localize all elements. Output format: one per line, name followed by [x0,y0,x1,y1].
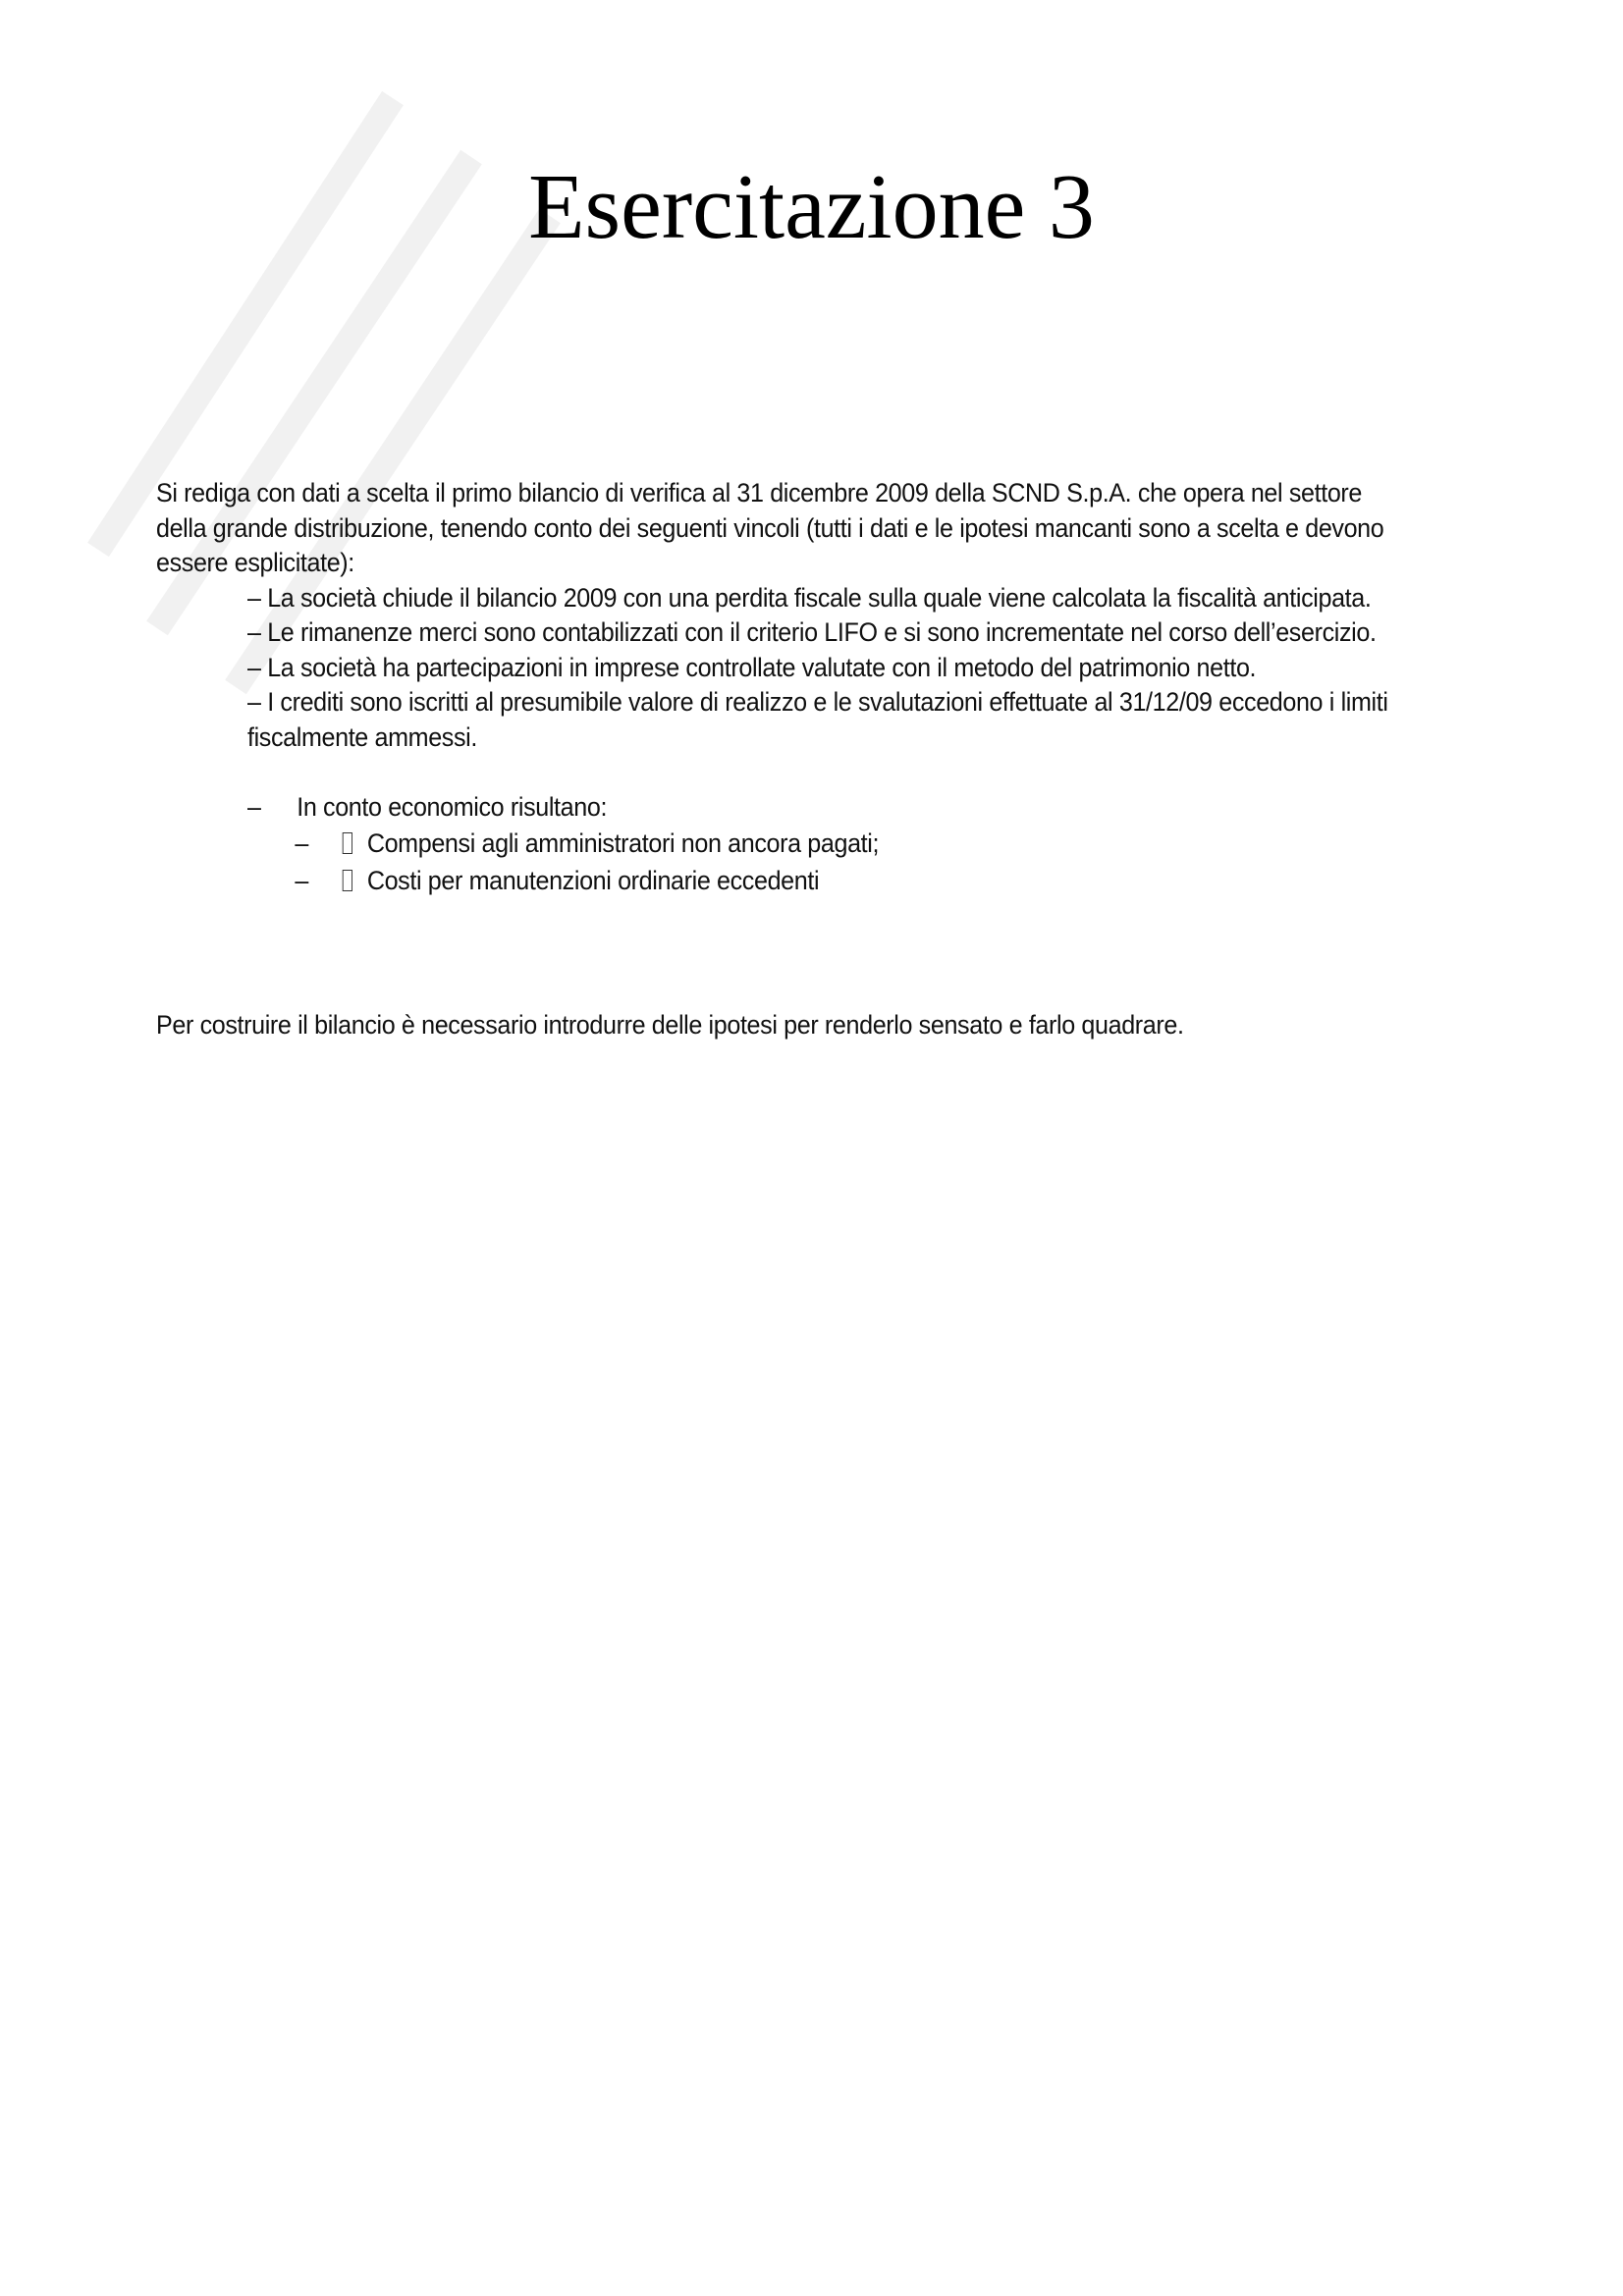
dash-bullet: – [295,828,308,858]
dash-bullet: – [247,792,261,822]
list-item: – Le rimanenze merci sono contabilizzati con il criterio LIFO e si sono incrementate nel corso dell’esercizio. [247,617,1377,647]
missing-glyph-icon [343,832,352,854]
list-item [295,864,1482,901]
document-body [156,476,1482,900]
vincoli-list [247,581,1398,756]
list-item: – La società ha partecipazioni in imprese controllate valutate con il metodo del patrimonio netto. [247,652,1257,682]
intro-paragraph: Si rediga con dati a scelta il primo bilancio di verifica al 31 dicembre 2009 della SCND S.p.A. che opera nel settore della grande distribuzione, tenendo conto dei seguenti vincoli (tutti i dati e le ipotesi mancanti sono a scelta e devono essere esplicitate): [156,478,1384,577]
conto-economico-heading-row [247,790,1482,827]
list-item-text: Costi per manutenzioni ordinarie eccedenti [366,865,820,895]
list-item-text: Compensi agli amministratori non ancora pagati; [366,828,880,858]
conto-economico-heading: In conto economico risultano: [297,792,608,822]
list-item: – I crediti sono iscritti al presumibile valore di realizzo e le svalutazioni effettuate al 31/12/09 eccedono i limiti fiscalmente ammessi. [247,687,1388,752]
list-item [295,827,1482,864]
dash-bullet: – [295,865,308,895]
page-title: Esercitazione 3 [528,156,1095,258]
conto-economico-section [247,790,1482,900]
closing-paragraph: Per costruire il bilancio è necessario introdurre delle ipotesi per renderlo sensato e farlo quadrare. [156,1010,1184,1040]
list-item: – La società chiude il bilancio 2009 con una perdita fiscale sulla quale viene calcolata la fiscalità anticipata. [247,582,1372,613]
missing-glyph-icon [343,870,352,891]
